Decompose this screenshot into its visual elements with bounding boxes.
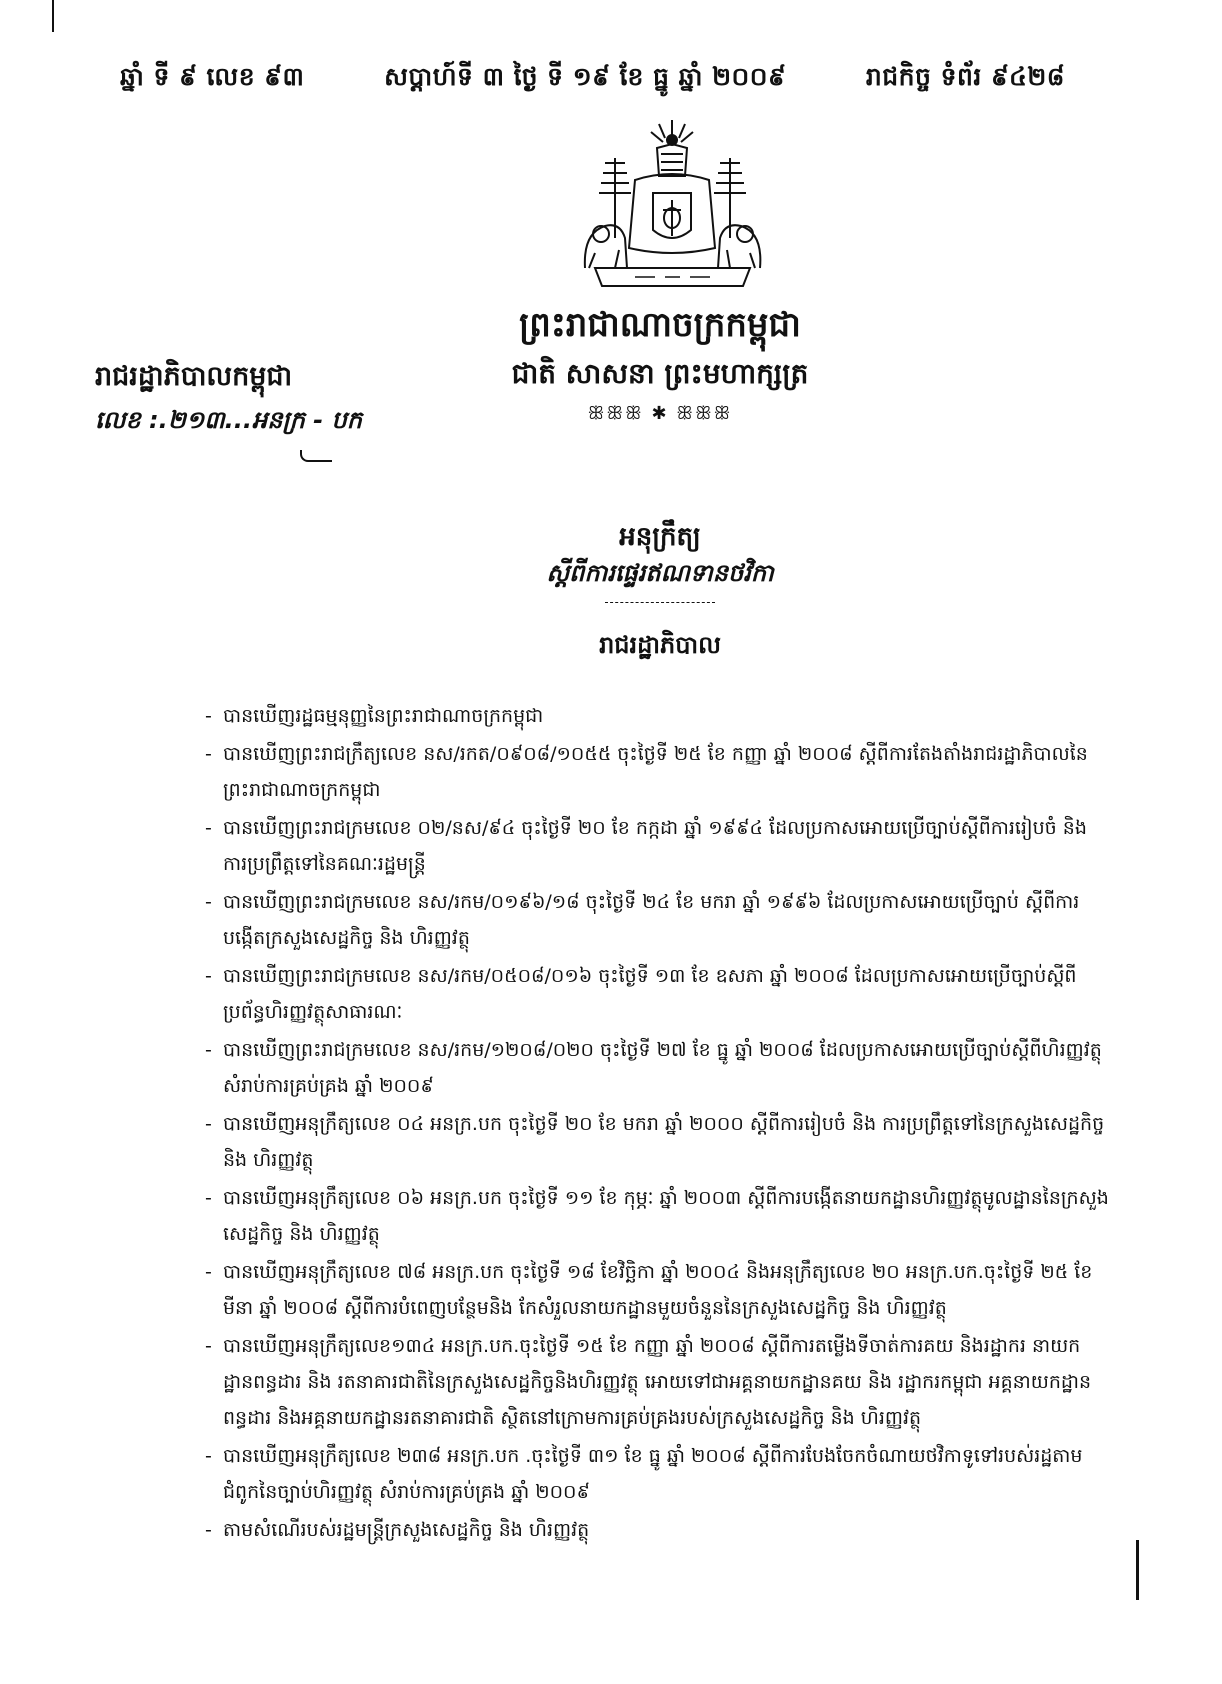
ornamental-divider: ꕥꕥꕥ ✱ ꕥꕥꕥ — [587, 403, 733, 424]
consideration-item: - បានឃើញព្រះរាជក្រមលេខ នស/រកម/១២០៨/០២០ ចុះថ្ងៃទី ២៧ ខែ ធ្នូ ឆ្នាំ ២០០៨ ដែលប្រកាសអោយប្រើច្បាប់ស្តីពីហិរញ្ញវត្ថុ សំរាប់ការគ្រប់គ្រង ឆ្នាំ ២០០៩ — [205, 1032, 1110, 1104]
consideration-item: - បានឃើញព្រះរាជក្រមលេខ នស/រកម/០៥០៨/០១៦ ចុះថ្ងៃទី ១៣ ខែ ឧសភា ឆ្នាំ ២០០៨ ដែលប្រកាសអោយប្រើច្បាប់ស្តីពីប្រព័ន្ធហិរញ្ញវត្ថុសាធារណៈ — [205, 958, 1110, 1030]
gazette-week-date: សប្តាហ៍ទី ៣ ថ្ងៃ ទី ១៩ ខែ ធ្នូ ឆ្នាំ ២០០៩ — [384, 62, 787, 91]
consideration-item: - បានឃើញអនុក្រឹត្យលេខ ៧៨ អនក្រ.បក ចុះថ្ងៃទី ១៨ ខែវិច្ឆិកា ឆ្នាំ ២០០៤ និងអនុក្រឹត្យលេខ ២០ អនក្រ.បក.ចុះថ្ងៃទី ២៥ ខែមីនា ឆ្នាំ ២០០៨ ស្តីពីការបំពេញបន្ថែមនិង កែសំរួលនាយកដ្ឋានមួយចំនួននៃក្រសួងសេដ្ឋកិច្ច និង ហិរញ្ញវត្ថុ — [205, 1254, 1110, 1326]
issuing-government: រាជរដ្ឋាភិបាលកម្ពុជា — [95, 361, 293, 392]
scan-edge-mark — [1136, 1540, 1139, 1600]
consideration-item: - បានឃើញព្រះរាជក្រមលេខ នស/រកម/០១៩៦/១៨ ចុះថ្ងៃទី ២៤ ខែ មករា ឆ្នាំ ១៩៩៦ ដែលប្រកាសអោយប្រើច្បាប់ ស្តីពីការបង្កើតក្រសួងសេដ្ឋកិច្ច និង ហិរញ្ញវត្ថុ — [205, 884, 1110, 956]
consideration-item: - តាមសំណើរបស់រដ្ឋមន្ត្រីក្រសួងសេដ្ឋកិច្ច និង ហិរញ្ញវត្ថុ — [205, 1512, 1110, 1548]
decree-type-title: អនុក្រឹត្យ — [619, 522, 701, 552]
national-motto: ជាតិ សាសនា ព្រះមហាក្សត្រ — [511, 357, 809, 390]
consideration-item: - បានឃើញព្រះរាជក្រមលេខ ០២/នស/៩៤ ចុះថ្ងៃទី ២០ ខែ កក្កដា ឆ្នាំ ១៩៩៤ ដែលប្រកាសអោយប្រើច្បាប់ស្តីពីការរៀបចំ និងការប្រព្រឹត្តទៅនៃគណៈរដ្ឋមន្ត្រី — [205, 810, 1110, 882]
handwritten-stroke — [300, 450, 332, 462]
subject-divider — [605, 602, 715, 603]
royal-coat-of-arms-icon — [575, 118, 770, 293]
consideration-item: - បានឃើញអនុក្រឹត្យលេខ ០៤ អនក្រ.បក ចុះថ្ងៃទី ២០ ខែ មករា ឆ្នាំ ២០០០ ស្តីពីការរៀបចំ និង ការប្រព្រឹត្តទៅនៃក្រសួងសេដ្ឋកិច្ច និង ហិរញ្ញវត្ថុ — [205, 1106, 1110, 1178]
decree-issuer: រាជរដ្ឋាភិបាល — [599, 631, 721, 659]
scan-edge-mark — [52, 0, 54, 32]
consideration-item: - បានឃើញអនុក្រឹត្យលេខ ២៣៨ អនក្រ.បក .ចុះថ្ងៃទី ៣១ ខែ ធ្នូ ឆ្នាំ ២០០៨ ស្តីពីការបែងចែកចំណាយថវិកាទូទៅរបស់រដ្ឋតាមជំពូកនៃច្បាប់ហិរញ្ញវត្ថុ សំរាប់ការគ្រប់គ្រង ឆ្នាំ ២០០៩ — [205, 1438, 1110, 1510]
considerations-list — [205, 698, 1110, 1550]
decree-number: លេខ :.២១៣...អនក្រ - បក — [95, 406, 362, 434]
consideration-item: - បានឃើញរដ្ឋធម្មនុញ្ញនៃព្រះរាជាណាចក្រកម្ពុជា — [205, 698, 1110, 734]
gazette-year-issue: ឆ្នាំ ទី ៩ លេខ ៩៣ — [120, 62, 305, 91]
gazette-header — [120, 62, 1065, 98]
consideration-item: - បានឃើញព្រះរាជក្រឹត្យលេខ នស/រកត/០៩០៨/១០៥៥ ចុះថ្ងៃទី ២៥ ខែ កញ្ញា ឆ្នាំ ២០០៨ ស្តីពីការតែងតាំងរាជរដ្ឋាភិបាលនៃព្រះរាជាណាចក្រកម្ពុជា — [205, 736, 1110, 808]
consideration-item: - បានឃើញអនុក្រឹត្យលេខ ០៦ អនក្រ.បក ចុះថ្ងៃទី ១១ ខែ កុម្ភៈ ឆ្នាំ ២០០៣ ស្តីពីការបង្កើតនាយកដ្ឋានហិរញ្ញវត្ថុមូលដ្ឋាននៃក្រសួងសេដ្ឋកិច្ច និង ហិរញ្ញវត្ថុ — [205, 1180, 1110, 1252]
consideration-item: - បានឃើញអនុក្រឹត្យលេខ១៣៤ អនក្រ.បក.ចុះថ្ងៃទី ១៥ ខែ កញ្ញា ឆ្នាំ ២០០៨ ស្តីពីការតម្លើងទីចាត់ការគយ និងរដ្ឋាករ នាយកដ្ឋានពន្ធដារ និង រតនាគារជាតិនៃក្រសួងសេដ្ឋកិច្ចនិងហិរញ្ញវត្ថុ អោយទៅជាអគ្គនាយកដ្ឋានគយ និង រដ្ឋាករកម្ពុជា អគ្គនាយកដ្ឋានពន្ធដារ និងអគ្គនាយកដ្ឋានរតនាគារជាតិ ស្ថិតនៅក្រោមការគ្រប់គ្រងរបស់ក្រសួងសេដ្ឋកិច្ច និង ហិរញ្ញវត្ថុ — [205, 1328, 1110, 1436]
kingdom-title: ព្រះរាជាណាចក្រកម្ពុជា — [519, 305, 801, 345]
decree-subject: ស្តីពីការផ្ទេរឥណទានថវិកា — [546, 559, 774, 587]
gazette-page-number: រាជកិច្ច ទំព័រ ៩៤២៨ — [865, 62, 1065, 91]
